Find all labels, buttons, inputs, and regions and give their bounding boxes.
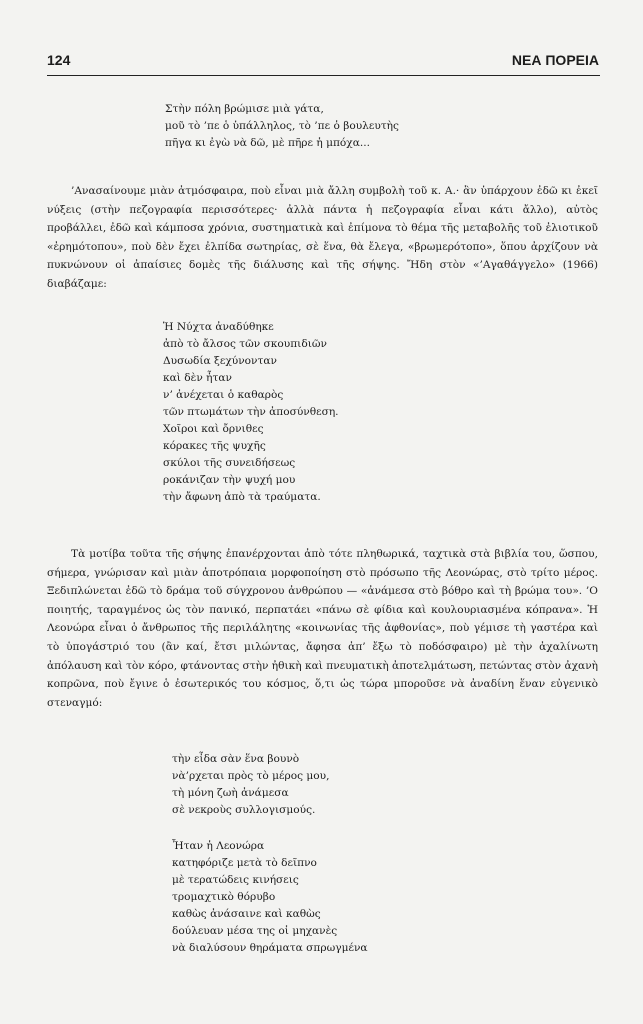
header-rule [47, 75, 600, 76]
verse-line: σκύλοι τῆς συνειδήσεως [163, 457, 296, 469]
verse-line: σὲ νεκροὺς συλλογισμούς. [172, 804, 316, 816]
verse-line: τρομαχτικὸ θόρυβο [172, 891, 276, 903]
poem-agathangelos [163, 319, 339, 506]
verse-line: δούλευαν μέσα της οἱ μηχανὲς [172, 925, 338, 937]
paragraph-1 [47, 182, 598, 294]
poem-leonora [172, 751, 368, 957]
verse-line: νὰ διαλύσουν θηράματα σπρωγμένα [172, 942, 368, 954]
verse-line: πῆγα κι ἐγὼ νὰ δῶ, μὲ πῆρε ἡ μπόχα... [165, 137, 370, 149]
epigraph-verse [165, 101, 399, 152]
page-header [47, 52, 599, 74]
paragraph-text: Τὰ μοτίβα τοῦτα τῆς σήψης ἐπανέρχονται ἀπὸ τότε πληθωρικά, ταχτικὰ στὰ βιβλία του, ὥσπου, σήμερα, γνώρισαν καὶ μιὰν ἀποτρόπαια μορφοποίηση στὸ πρόσωπο τῆς Λεονώρας, στὸ τρίτο μέρος. Ξεδιπλώνεται ἐδῶ τὸ δράμα τοῦ σύγχρονου ἀνθρώπου — «ἀνάμεσα στὸ βόθρο καὶ τὴ βρώμα του». ’Ο ποιητής, ταραγμένος ὡς τὸν πανικό, περπατάει «πάνω σὲ φίδια καὶ κουλουριασμένα κόπρανα». Ἡ Λεονώρα εἶναι ὁ ἄνθρωπος τῆς περιλάλητης «κοινωνίας τῆς ἀφθονίας», ποὺ γέμισε τὴ γαστέρα καὶ τὸ ὑπογάστριό του (ἂν καί, ἔτσι μιλώντας, ἄφησα ἀπ’ ἔξω τὸ ποδόσφαιρο) μὲ τὴν ἀχαλίνωτη ἀπόλαυση καὶ τὸν κόρο, φτάνοντας στὴν ἠθικὴ καὶ πνευματικὴ ἀποτελμάτωση, πετώντας στὸν ἀχανὴ κοπρῶνα, ποὺ ἔγινε ὁ ἐσωτερικός του κόσμος, ὅ,τι ὡς τώρα μποροῦσε νὰ ἀναδίνη ἕναν εὐγενικὸ στεναγμό: [47, 548, 598, 709]
verse-line: μὲ τερατώδεις κινήσεις [172, 874, 299, 886]
stanza-break [172, 819, 368, 838]
verse-line: μοῦ τὸ ’πε ὁ ὑπάλληλος, τὸ ’πε ὁ βουλευτὴς [165, 120, 399, 132]
verse-line: κόρακες τῆς ψυχῆς [163, 440, 266, 452]
journal-title: ΝΕΑ ΠΟΡΕΙΑ [511, 52, 599, 68]
verse-line: νὰ’ρχεται πρὸς τὸ μέρος μου, [172, 770, 330, 782]
verse-line: τὴν εἶδα σὰν ἕνα βουνὸ [172, 753, 300, 765]
page-number: 124 [47, 52, 71, 68]
verse-line: τῶν πτωμάτων τὴν ἀποσύνθεση. [163, 406, 339, 418]
verse-line: ἀπὸ τὸ ἄλσος τῶν σκουπιδιῶν [163, 338, 327, 350]
verse-line: ροκάνιζαν τὴν ψυχή μου [163, 474, 296, 486]
verse-line: Ἡ Νύχτα ἀναδύθηκε [163, 321, 274, 333]
paragraph-2 [47, 545, 598, 712]
verse-line: Χοῖροι καὶ ὄρνιθες [163, 423, 264, 435]
verse-line: Στὴν πόλη βρώμισε μιὰ γάτα, [165, 103, 324, 115]
verse-line: Δυσωδία ξεχύνονταν [163, 355, 277, 367]
verse-line: καὶ δὲν ἦταν [163, 372, 232, 384]
verse-line: ν’ ἀνέχεται ὁ καθαρὸς [163, 389, 284, 401]
verse-line: Ἦταν ἡ Λεονώρα [172, 840, 265, 852]
verse-line: τὴ μόνη ζωὴ ἀνάμεσα [172, 787, 289, 799]
verse-line: κατηφόριζε μετὰ τὸ δεῖπνο [172, 857, 317, 869]
verse-line: καθὼς ἀνάσαινε καὶ καθὼς [172, 908, 321, 920]
paragraph-text: ’Ανασαίνουμε μιὰν ἀτμόσφαιρα, ποὺ εἶναι μιὰ ἄλλη συμβολὴ τοῦ κ. Α.· ἂν ὑπάρχουν ἐδῶ κι ἐκεῖ νύξεις (στὴν πεζογραφία περισσότερες· ἀλλὰ πάντα ἡ πεζογραφία εἶναι κάτι ἄλλο), αὐτὸς προβάλλει, ἐδῶ καὶ κάμποσα χρόνια, συστηματικὰ καὶ ἐπίμονα τὸ θέμα τῆς μεταβολῆς τοῦ ἐλιοτικοῦ «ἐρημότοπου», ποὺ δὲν ἔχει ἐλπίδα σωτηρίας, σὲ ἕνα, θὰ ἔλεγα, «βρωμερότοπο», ὅπου ἀρχίζουν νὰ πυκνώνουν οἱ ἀπαίσιες δομὲς τῆς διάλυσης καὶ τῆς σήψης. Ἤδη στὸν «’Αγαθάγγελο» (1966) διαβάζαμε: [47, 185, 598, 290]
verse-line: τὴν ἄφωνη ἀπὸ τὰ τραύματα. [163, 491, 321, 503]
